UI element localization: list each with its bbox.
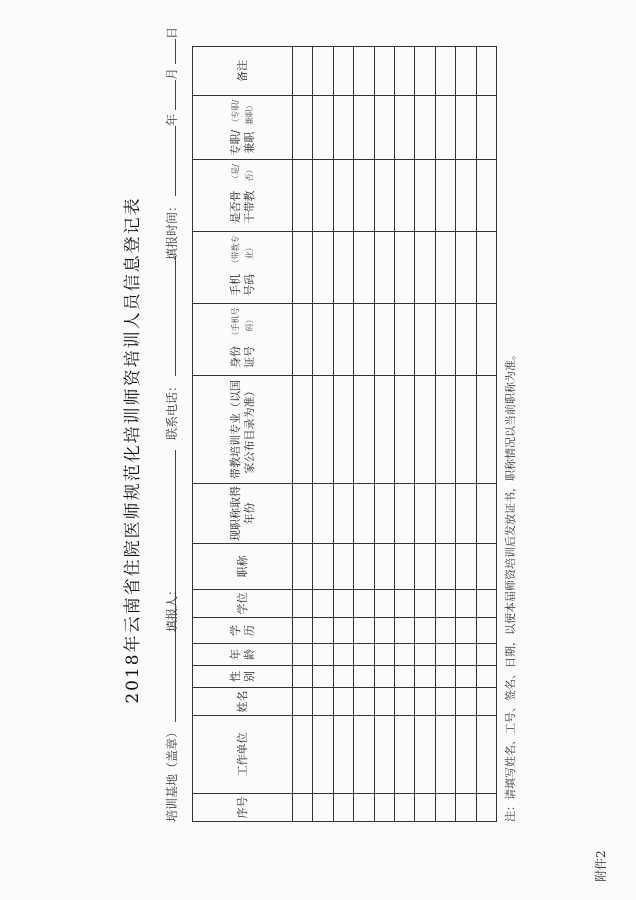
table-cell[interactable]: [414, 46, 435, 96]
table-cell[interactable]: [374, 231, 395, 304]
header-text: 专职/兼职: [228, 129, 256, 156]
table-cell[interactable]: [455, 793, 476, 822]
table-cell[interactable]: [333, 543, 354, 590]
table-cell[interactable]: [435, 543, 456, 590]
attachment-label: 附件2: [594, 850, 608, 882]
table-cell[interactable]: [455, 643, 476, 666]
table-cell[interactable]: [476, 715, 497, 794]
table-cell[interactable]: [455, 303, 476, 376]
phone-field: [163, 256, 180, 440]
table-cell[interactable]: [414, 483, 435, 544]
table-cell[interactable]: [414, 617, 435, 644]
table-cell[interactable]: [414, 231, 435, 304]
table-cell[interactable]: [312, 375, 333, 484]
table-cell[interactable]: [374, 793, 395, 822]
table-cell[interactable]: [435, 793, 456, 822]
table-cell[interactable]: [435, 715, 456, 794]
table-cell[interactable]: [455, 159, 476, 232]
table-cell[interactable]: [292, 543, 313, 590]
day-fill-line: [164, 39, 176, 64]
table-cell[interactable]: [333, 375, 354, 484]
table-cell[interactable]: [476, 303, 497, 376]
table-cell[interactable]: [435, 687, 456, 716]
table-cell[interactable]: [312, 483, 333, 544]
header-cell: [192, 793, 293, 822]
table-cell[interactable]: [353, 159, 374, 232]
table-cell[interactable]: [292, 95, 313, 160]
table-cell[interactable]: [476, 375, 497, 484]
table-cell[interactable]: [292, 715, 313, 794]
table-cell[interactable]: [435, 303, 456, 376]
table-cell[interactable]: [455, 665, 476, 688]
table-cell[interactable]: [333, 159, 354, 232]
table-cell[interactable]: [292, 687, 313, 716]
table-cell[interactable]: [333, 793, 354, 822]
table-cell[interactable]: [353, 715, 374, 794]
header-text: 是否骨干带教: [228, 190, 256, 224]
header-text: 带教培训专业（以国家公布目录为准）: [228, 380, 256, 479]
header-text: 手机号码: [228, 273, 256, 296]
footnote: 注：请填写姓名、工号、签名、日期，以便本届师资培训后发放证书，职称情况以当前职称为准。: [504, 349, 517, 822]
table-cell[interactable]: [312, 617, 333, 644]
header-cell: [192, 643, 293, 666]
table-cell[interactable]: [476, 543, 497, 590]
table-cell[interactable]: [455, 543, 476, 590]
table-cell[interactable]: [435, 589, 456, 618]
table-cell[interactable]: [374, 483, 395, 544]
table-cell[interactable]: [292, 617, 313, 644]
table-cell[interactable]: [414, 543, 435, 590]
table-cell[interactable]: [435, 643, 456, 666]
header-text: 现职称取得年份: [228, 486, 256, 541]
header-text: 备注: [235, 60, 249, 82]
table-cell[interactable]: [333, 46, 354, 96]
table-cell[interactable]: [353, 303, 374, 376]
table-cell[interactable]: [414, 303, 435, 376]
table-cell[interactable]: [292, 231, 313, 304]
phone-fill-line: [164, 256, 176, 376]
table-cell[interactable]: [394, 617, 415, 644]
header-cell: [192, 483, 293, 544]
table-cell[interactable]: [374, 589, 395, 618]
header-text: 身份证号: [228, 345, 256, 368]
table-cell[interactable]: [394, 715, 415, 794]
table-cell[interactable]: [292, 375, 313, 484]
header-text: 姓名: [235, 690, 249, 713]
table-cell[interactable]: [476, 159, 497, 232]
table-cell[interactable]: [312, 643, 333, 666]
table-cell[interactable]: [394, 589, 415, 618]
table-cell[interactable]: [455, 95, 476, 160]
table-cell[interactable]: [414, 715, 435, 794]
phone-label: 联系电话：: [165, 379, 179, 440]
header-cell: [192, 159, 293, 232]
table-cell[interactable]: [353, 231, 374, 304]
table-cell[interactable]: [333, 483, 354, 544]
table-cell[interactable]: [394, 159, 415, 232]
table-cell[interactable]: [414, 95, 435, 160]
table-cell[interactable]: [374, 303, 395, 376]
header-cell: [192, 715, 293, 794]
contact-label: 填报人：: [165, 583, 179, 632]
header-cell: [192, 687, 293, 716]
table-cell[interactable]: [374, 159, 395, 232]
table-cell[interactable]: [292, 159, 313, 232]
table-cell[interactable]: [435, 159, 456, 232]
table-cell[interactable]: [455, 617, 476, 644]
table-cell[interactable]: [353, 687, 374, 716]
table-cell[interactable]: [455, 483, 476, 544]
table-cell[interactable]: [312, 231, 333, 304]
year-label: 年: [165, 113, 179, 126]
header-cell: [192, 375, 293, 484]
table-cell[interactable]: [312, 95, 333, 160]
table-cell[interactable]: [312, 589, 333, 618]
table-cell[interactable]: [353, 643, 374, 666]
header-subtext: （专职/兼职）: [230, 99, 254, 127]
table-cell[interactable]: [353, 589, 374, 618]
year-fill-line: [164, 126, 176, 196]
table-cell[interactable]: [455, 715, 476, 794]
table-cell[interactable]: [394, 231, 415, 304]
table-cell[interactable]: [414, 687, 435, 716]
table-cell[interactable]: [414, 375, 435, 484]
table-cell[interactable]: [312, 303, 333, 376]
header-cell: [192, 303, 293, 376]
table-cell[interactable]: [476, 46, 497, 96]
table-cell[interactable]: [414, 665, 435, 688]
table-cell[interactable]: [476, 95, 497, 160]
table-cell[interactable]: [353, 483, 374, 544]
table-cell[interactable]: [414, 589, 435, 618]
table-cell[interactable]: [333, 617, 354, 644]
table-cell[interactable]: [435, 665, 456, 688]
header-subtext: （手机号码）: [230, 307, 254, 340]
table-cell[interactable]: [312, 46, 333, 96]
table-cell[interactable]: [374, 543, 395, 590]
table-cell[interactable]: [333, 303, 354, 376]
table-cell[interactable]: [353, 95, 374, 160]
table-cell[interactable]: [394, 95, 415, 160]
table-cell[interactable]: [374, 95, 395, 160]
table-cell[interactable]: [455, 589, 476, 618]
page-title: 2018年云南省住院医师规范化培训师资培训人员信息登记表: [123, 196, 143, 704]
table-cell[interactable]: [353, 46, 374, 96]
table-cell[interactable]: [394, 483, 415, 544]
table-cell[interactable]: [435, 483, 456, 544]
table-cell[interactable]: [435, 617, 456, 644]
table-cell[interactable]: [414, 159, 435, 232]
table-cell[interactable]: [312, 687, 333, 716]
header-cell: [192, 589, 293, 618]
table-cell[interactable]: [312, 543, 333, 590]
table-cell[interactable]: [435, 375, 456, 484]
header-text: 学历: [228, 625, 256, 636]
table-cell[interactable]: [312, 665, 333, 688]
header-subtext: （是/否）: [230, 164, 254, 183]
table-cell[interactable]: [414, 793, 435, 822]
table-cell[interactable]: [455, 375, 476, 484]
table-cell[interactable]: [476, 589, 497, 618]
table-cell[interactable]: [374, 687, 395, 716]
header-text: 工作单位: [235, 732, 249, 777]
table-cell[interactable]: [292, 46, 313, 96]
table-cell[interactable]: [394, 543, 415, 590]
table-cell[interactable]: [292, 589, 313, 618]
table-cell[interactable]: [333, 589, 354, 618]
table-cell[interactable]: [292, 665, 313, 688]
month-label: 月: [165, 67, 179, 80]
table-cell[interactable]: [312, 793, 333, 822]
header-cell: [192, 665, 293, 688]
registration-table: [192, 60, 496, 822]
header-cell: [192, 543, 293, 590]
month-fill-line: [164, 80, 176, 110]
table-cell[interactable]: [374, 643, 395, 666]
table-cell[interactable]: [333, 643, 354, 666]
table-cell[interactable]: [374, 46, 395, 96]
header-text: 性别: [228, 671, 256, 682]
table-cell[interactable]: [292, 483, 313, 544]
table-cell[interactable]: [435, 46, 456, 96]
table-cell[interactable]: [476, 687, 497, 716]
contact-field: [163, 450, 180, 632]
table-cell[interactable]: [394, 793, 415, 822]
header-cell: [192, 95, 293, 160]
table-cell[interactable]: [292, 793, 313, 822]
table-cell[interactable]: [455, 46, 476, 96]
table-cell[interactable]: [333, 665, 354, 688]
table-cell[interactable]: [476, 231, 497, 304]
base-label: 培训基地（盖章）: [165, 725, 179, 822]
day-label: 日: [165, 26, 179, 39]
date-label: 填报时间：: [165, 199, 179, 260]
table-cell[interactable]: [394, 46, 415, 96]
table-cell[interactable]: [414, 643, 435, 666]
header-cell: [192, 617, 293, 644]
table-cell[interactable]: [312, 159, 333, 232]
table-cell[interactable]: [353, 665, 374, 688]
table-cell[interactable]: [292, 643, 313, 666]
table-cell[interactable]: [394, 303, 415, 376]
table-cell[interactable]: [292, 303, 313, 376]
table-cell[interactable]: [353, 375, 374, 484]
table-cell[interactable]: [455, 231, 476, 304]
table-cell[interactable]: [374, 665, 395, 688]
header-cell: [192, 231, 293, 304]
table-cell[interactable]: [435, 95, 456, 160]
table-cell[interactable]: [353, 543, 374, 590]
table-cell[interactable]: [476, 643, 497, 666]
table-cell[interactable]: [374, 715, 395, 794]
header-text: 学位: [235, 592, 249, 615]
table-cell[interactable]: [394, 665, 415, 688]
table-cell[interactable]: [455, 687, 476, 716]
table-cell[interactable]: [333, 687, 354, 716]
contact-fill-line: [164, 450, 176, 580]
header-subtext: （带教专业）: [230, 235, 254, 268]
table-cell[interactable]: [353, 793, 374, 822]
table-cell[interactable]: [476, 793, 497, 822]
table-cell[interactable]: [333, 715, 354, 794]
table-cell[interactable]: [374, 375, 395, 484]
table-cell[interactable]: [476, 617, 497, 644]
header-cell: [192, 46, 293, 96]
header-text: 年龄: [228, 649, 256, 660]
header-text: 序号: [235, 796, 249, 819]
table-cell[interactable]: [333, 231, 354, 304]
table-cell[interactable]: [353, 617, 374, 644]
table-cell[interactable]: [394, 375, 415, 484]
table-cell[interactable]: [312, 715, 333, 794]
table-cell[interactable]: [476, 483, 497, 544]
table-cell[interactable]: [333, 95, 354, 160]
table-cell[interactable]: [394, 687, 415, 716]
table-cell[interactable]: [476, 665, 497, 688]
date-field: [163, 27, 180, 260]
table-cell[interactable]: [374, 617, 395, 644]
table-cell[interactable]: [394, 643, 415, 666]
table-cell[interactable]: [435, 231, 456, 304]
header-text: 职称: [235, 555, 249, 578]
